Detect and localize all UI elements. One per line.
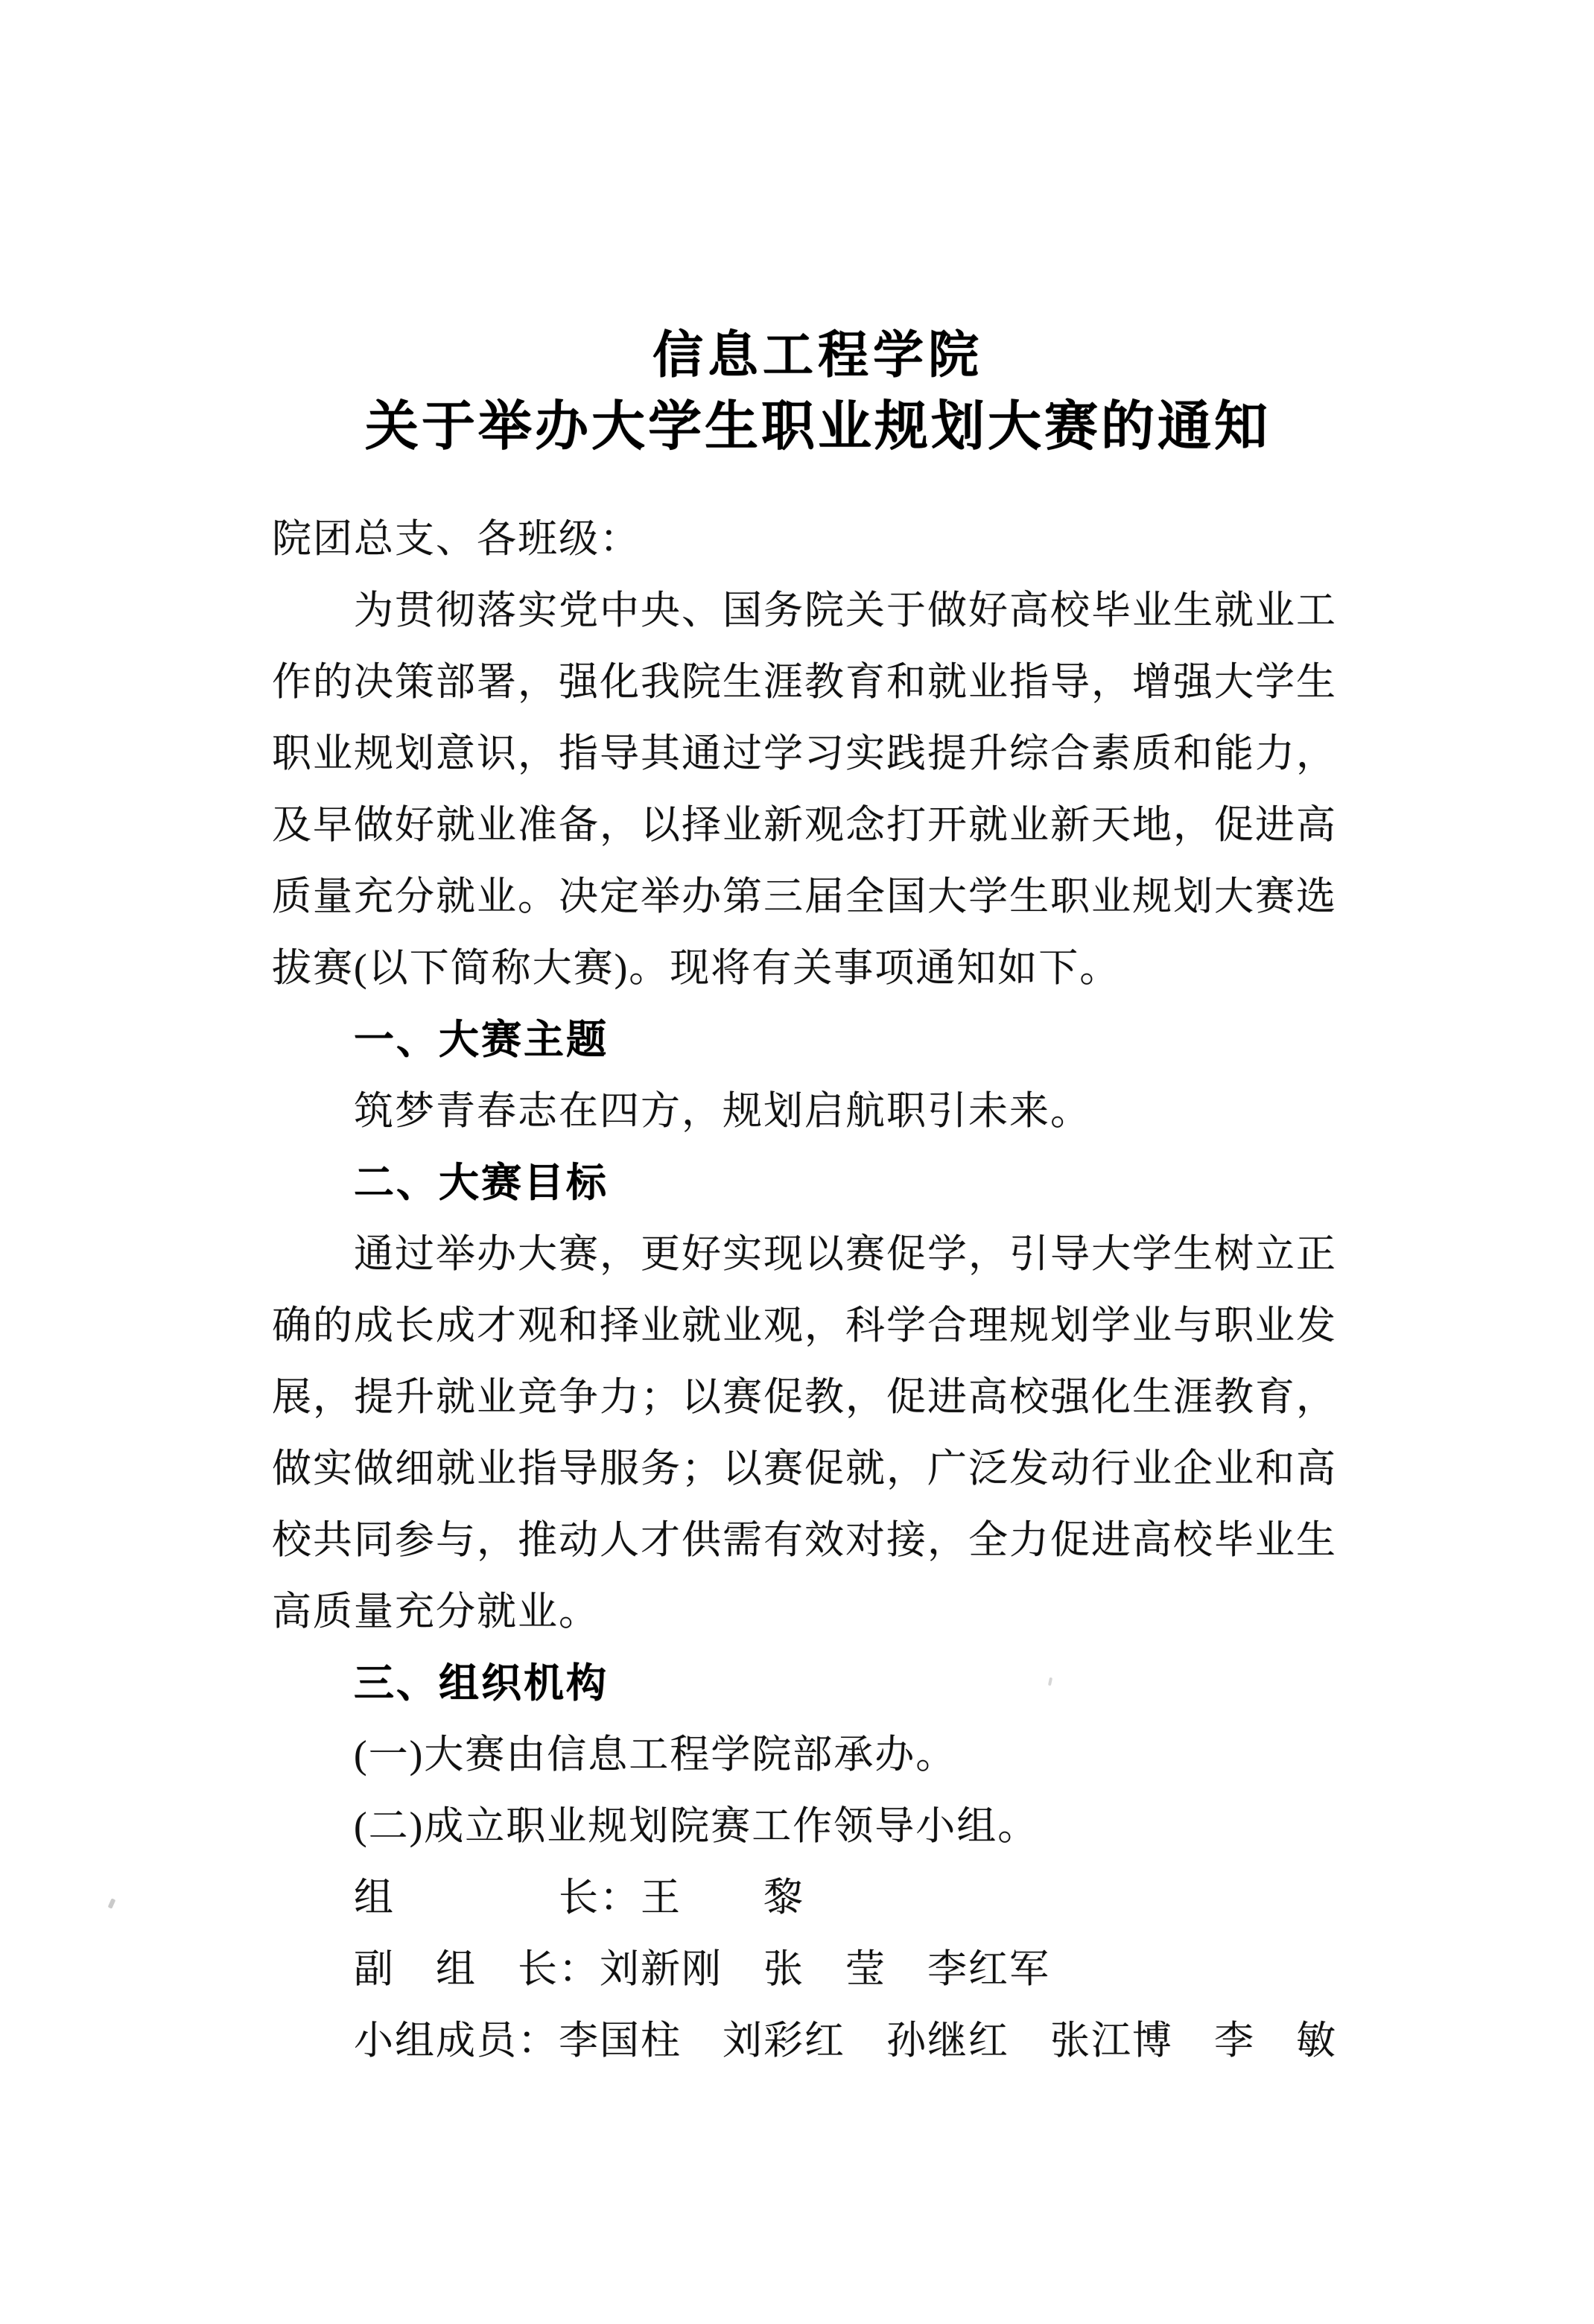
document-title-line2: 关于举办大学生职业规划大赛的通知 [364,395,1271,457]
deputy-leader-line: 副 组 长：刘新刚 张 莹 李红军 [354,1948,1050,1991]
section3-item-2: (二)成立职业规划院赛工作领导小组。 [354,1805,1039,1848]
intro-line-6: 拔赛(以下简称大赛)。现将有关事项通知如下。 [272,947,1121,990]
section1-theme: 筑梦青春志在四方，规划启航职引未来。 [354,1090,1091,1133]
intro-line-4: 及早做好就业准备，以择业新观念打开就业新天地，促进高 [272,804,1337,847]
section2-line-6: 高质量充分就业。 [272,1590,600,1634]
intro-line-5: 质量充分就业。决定举办第三届全国大学生职业规划大赛选 [272,875,1337,918]
section3-item-1: (一)大赛由信息工程学院部承办。 [354,1733,957,1777]
section1-heading: 一、大赛主题 [354,1016,609,1063]
section2-line-2: 确的成长成才观和择业就业观，科学合理规划学业与职业发 [272,1304,1337,1347]
section2-line-1: 通过举办大赛，更好实现以赛促学，引导大学生树立正 [354,1233,1337,1276]
intro-line-1: 为贯彻落实党中央、国务院关于做好高校毕业生就业工 [354,589,1337,632]
intro-line-3: 职业规划意识，指导其通过学习实践提升综合素质和能力， [272,732,1337,775]
members-line: 小组成员：李国柱 刘彩红 孙继红 张江博 李 敏 [354,2019,1337,2063]
document-title-line1: 信息工程学院 [652,326,983,385]
document-body [272,504,1352,2077]
section2-line-4: 做实做细就业指导服务；以赛促就，广泛发动行业企业和高 [272,1447,1337,1490]
intro-line-2: 作的决策部署，强化我院生涯教育和就业指导，增强大学生 [272,661,1337,704]
section2-line-5: 校共同参与，推动人才供需有效对接，全力促进高校毕业生 [272,1519,1337,1562]
salutation: 院团总支、各班级： [272,518,641,561]
section2-heading: 二、大赛目标 [354,1159,609,1206]
leader-line: 组 长：王 黎 [354,1876,804,1920]
section2-line-3: 展，提升就业竞争力；以赛促教，促进高校强化生涯教育， [272,1376,1337,1419]
section3-heading: 三、组织机构 [354,1660,609,1707]
scan-artifact [108,1898,116,1908]
